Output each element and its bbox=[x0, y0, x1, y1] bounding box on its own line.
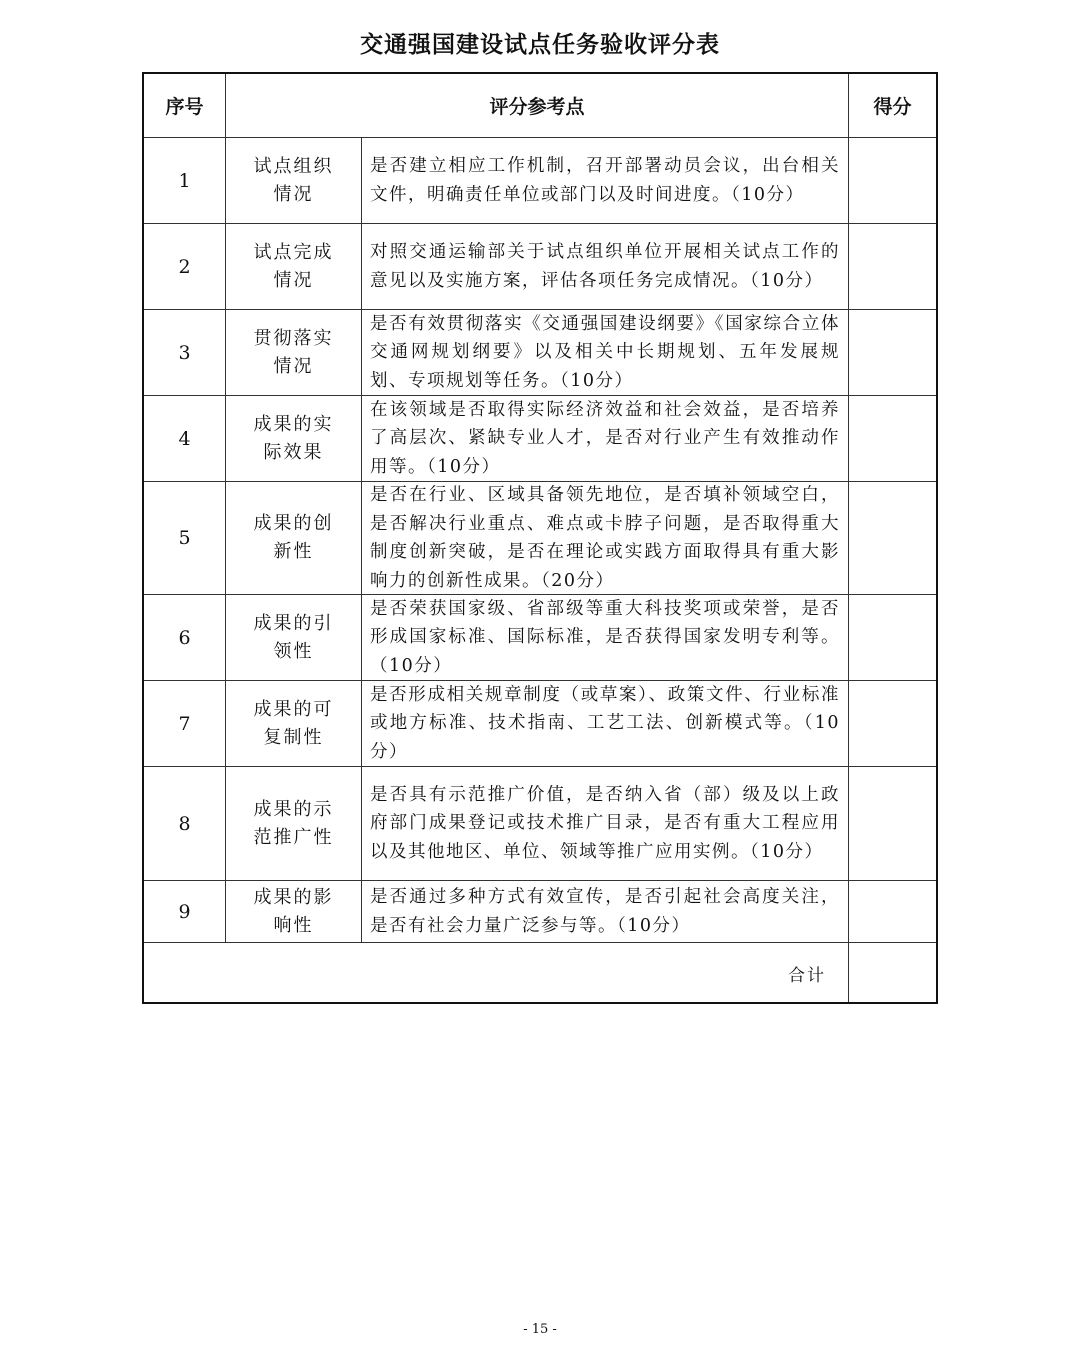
row-number: 3 bbox=[178, 341, 191, 364]
row-description: 是否建立相应工作机制，召开部署动员会议，出台相关文件，明确责任单位或部门以及时间进度。（10分） bbox=[370, 156, 840, 205]
page-number: - 15 - bbox=[523, 1322, 557, 1337]
header-score: 得分 bbox=[873, 96, 912, 118]
scoring-table bbox=[142, 72, 938, 1004]
table-row bbox=[144, 138, 936, 223]
header-criteria: 评分参考点 bbox=[489, 96, 585, 118]
row-number: 5 bbox=[178, 527, 191, 549]
row-number: 6 bbox=[178, 626, 191, 649]
row-score-cell[interactable] bbox=[849, 881, 936, 942]
row-description: 是否通过多种方式有效宣传，是否引起社会高度关注，是否有社会力量广泛参与等。（10分） bbox=[370, 887, 840, 936]
row-score-cell[interactable] bbox=[849, 482, 936, 594]
row-item: 成果的示范推广性 bbox=[253, 798, 334, 848]
row-score-cell[interactable] bbox=[849, 138, 936, 223]
row-score-cell[interactable] bbox=[849, 310, 936, 395]
row-item: 试点完成情况 bbox=[253, 241, 334, 291]
total-score-cell[interactable] bbox=[849, 943, 936, 1002]
table-row bbox=[144, 681, 936, 766]
header-num: 序号 bbox=[165, 96, 204, 118]
row-description: 是否具有示范推广价值，是否纳入省（部）级及以上政府部门成果登记或技术推广目录，是否有重大工程应用以及其他地区、单位、领域等推广应用实例。（10分） bbox=[370, 784, 840, 862]
row-number: 8 bbox=[178, 812, 191, 835]
table-row bbox=[144, 224, 936, 309]
row-description: 是否荣获国家级、省部级等重大科技奖项或荣誉，是否形成国家标准、国际标准，是否获得国家发明专利等。（10分） bbox=[370, 598, 840, 676]
table-row bbox=[144, 396, 936, 481]
row-number: 2 bbox=[178, 255, 191, 278]
row-description: 是否在行业、区域具备领先地位，是否填补领域空白，是否解决行业重点、难点或卡脖子问题，是否取得重大制度创新突破，是否在理论或实践方面取得具有重大影响力的创新性成果。（20分） bbox=[370, 485, 840, 591]
row-number: 1 bbox=[178, 169, 191, 192]
row-item: 成果的引领性 bbox=[253, 612, 334, 662]
total-label: 合计 bbox=[788, 965, 826, 986]
table-row bbox=[144, 482, 936, 594]
row-score-cell[interactable] bbox=[849, 681, 936, 766]
row-item: 成果的影响性 bbox=[253, 886, 334, 936]
row-item: 成果的可复制性 bbox=[253, 698, 334, 748]
row-description: 在该领域是否取得实际经济效益和社会效益，是否培养了高层次、紧缺专业人才，是否对行业产生有效推动作用等。（10分） bbox=[370, 399, 840, 477]
row-description: 是否有效贯彻落实《交通强国建设纲要》《国家综合立体交通网规划纲要》以及相关中长期规划、五年发展规划、专项规划等任务。（10分） bbox=[370, 313, 840, 391]
row-number: 9 bbox=[178, 900, 191, 923]
row-score-cell[interactable] bbox=[849, 767, 936, 880]
row-number: 4 bbox=[178, 427, 191, 450]
row-item: 成果的实际效果 bbox=[253, 413, 334, 463]
table-row bbox=[144, 595, 936, 680]
page-title: 交通强国建设试点任务验收评分表 bbox=[360, 32, 720, 58]
table-row bbox=[144, 310, 936, 395]
row-score-cell[interactable] bbox=[849, 224, 936, 309]
row-number: 7 bbox=[178, 712, 191, 735]
table-row bbox=[144, 881, 936, 942]
row-item: 试点组织情况 bbox=[253, 155, 334, 205]
table-row bbox=[144, 767, 936, 880]
row-item: 成果的创新性 bbox=[253, 513, 334, 562]
row-description: 是否形成相关规章制度（或草案）、政策文件、行业标准或地方标准、技术指南、工艺工法、创新模式等。（10分） bbox=[370, 684, 840, 762]
row-description: 对照交通运输部关于试点组织单位开展相关试点工作的意见以及实施方案，评估各项任务完成情况。（10分） bbox=[370, 242, 840, 291]
row-item: 贯彻落实情况 bbox=[253, 327, 334, 377]
row-score-cell[interactable] bbox=[849, 396, 936, 481]
row-score-cell[interactable] bbox=[849, 595, 936, 680]
